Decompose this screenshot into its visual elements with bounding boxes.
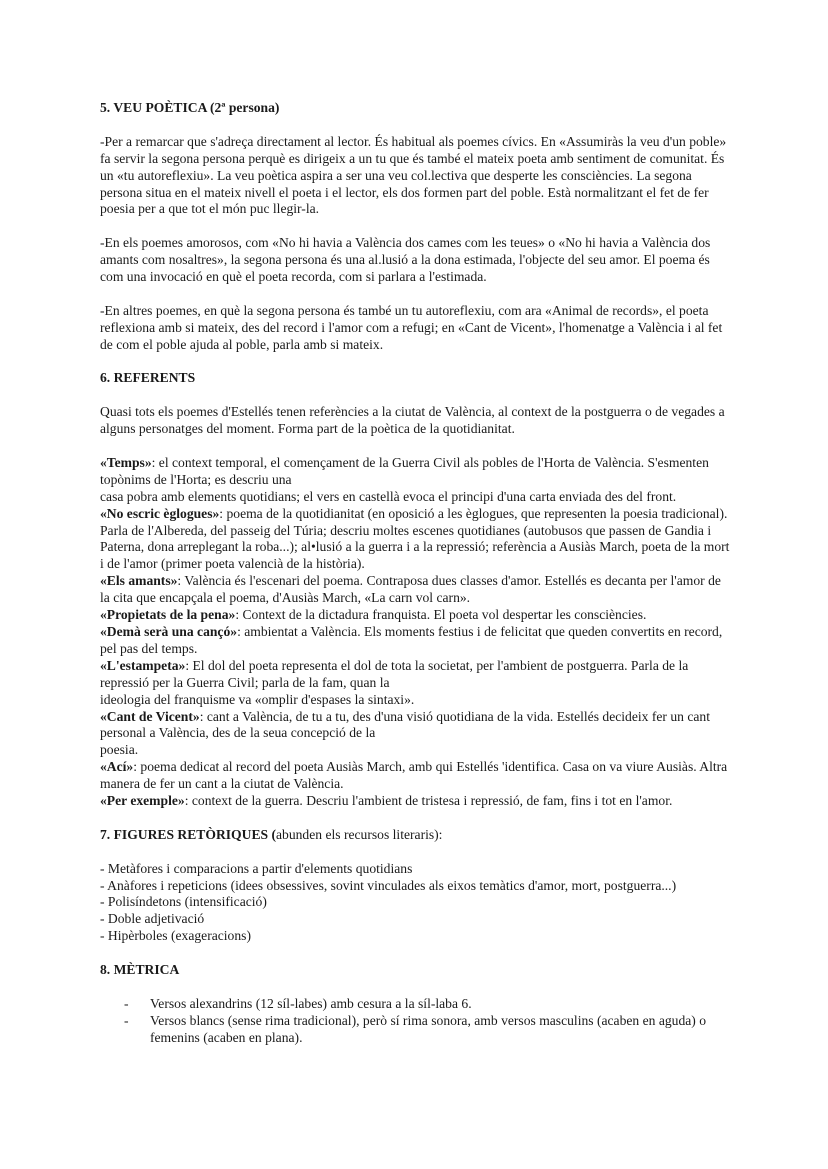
referent-text: : poema dedicat al record del poeta Ausiàs March, amb qui Estellés 'identifica. Casa on va viure Ausiàs. Altra manera de fer un cant a la ciutat de València. bbox=[100, 759, 728, 792]
figures-list bbox=[100, 861, 732, 946]
referent-title: «Demà serà una cançó» bbox=[100, 624, 238, 639]
referent-item bbox=[100, 607, 732, 624]
referent-title: «No escric èglogues» bbox=[100, 505, 220, 521]
section-7-heading-rest: abunden els recursos literaris): bbox=[276, 826, 443, 842]
referent-text: : cant a València, de tu a tu, des d'una visió quotidiana de la vida. Estellés decideix fer un cant personal a València, des de la seua concepció de la bbox=[100, 708, 710, 741]
referent-title: «Temps» bbox=[100, 454, 152, 470]
referent-item bbox=[100, 658, 732, 692]
metric-text: Versos alexandrins (12 síl-labes) amb cesura a la síl-laba 6. bbox=[150, 995, 472, 1011]
figure-item: - Metàfores i comparacions a partir d'elements quotidians bbox=[100, 860, 413, 876]
section-7-heading-bold: 7. FIGURES RETÒRIQUES ( bbox=[100, 826, 276, 842]
referent-item bbox=[100, 709, 732, 743]
dash-marker: - bbox=[124, 995, 129, 1011]
section-6-intro: Quasi tots els poemes d'Estellés tenen referències a la ciutat de València, al context de la postguerra o de vegades a alguns personatges del moment. Forma part de la poètica de la quotidianitat. bbox=[100, 404, 725, 437]
referent-item bbox=[100, 455, 732, 489]
referent-title: «Per exemple» bbox=[100, 793, 185, 809]
referent-item bbox=[100, 624, 732, 658]
section-5-paragraph-1: -Per a remarcar que s'adreça directament al lector. És habitual als poemes cívics. En «Assumiràs la veu d'un poble» fa servir la segona persona perquè es dirigeix a un tu que és també el mateix poeta amb sentiment de comunitat. És un «tu autoreflexiu». La veu poètica aspira a ser una veu col.lectiva que desperte les consciències. La segona persona situa en el mateix nivell el poeta i el lector, els dos formen part del poble. Està normalitzant el fet de fer poesia per a que tot el món puc llegir-la. bbox=[100, 133, 727, 217]
referent-item bbox=[100, 793, 732, 810]
metric-text: Versos blancs (sense rima tradicional), però sí rima sonora, amb versos masculins (acaben en aguda) o femenins (acaben en plana). bbox=[150, 1012, 707, 1045]
referent-title: «Cant de Vicent» bbox=[100, 708, 200, 724]
referent-item bbox=[100, 759, 732, 793]
referent-item bbox=[100, 506, 732, 574]
figure-item: - Doble adjetivació bbox=[100, 911, 205, 927]
section-5-paragraph-3: -En altres poemes, en què la segona persona és també un tu autoreflexiu, com ara «Animal de records», el poeta reflexiona amb si mateix, des del record i l'amor com a refugi; en «Cant de Vicent», l'homenatge a València i al fet de com el poble ajuda al poble, parla amb si mateix. bbox=[100, 302, 723, 352]
section-8-heading: 8. MÈTRICA bbox=[100, 962, 180, 978]
figure-item: - Polisíndetons (intensificació) bbox=[100, 894, 267, 910]
referents-list bbox=[100, 455, 732, 810]
metric-item bbox=[124, 1013, 732, 1047]
referent-continuation: ideologia del franquisme va «omplir d'espases la sintaxi». bbox=[100, 691, 415, 707]
section-6-heading: 6. REFERENTS bbox=[100, 370, 196, 386]
referent-title: «Propietats de la pena» bbox=[100, 607, 236, 623]
referent-continuation: casa pobra amb elements quotidians; el vers en castellà evoca el principi d'una carta enviada des del front. bbox=[100, 488, 677, 504]
figure-item: - Hipèrboles (exageracions) bbox=[100, 928, 251, 944]
referent-text: : Context de la dictadura franquista. El poeta vol despertar les consciències. bbox=[235, 607, 647, 623]
referent-text: : València és l'escenari del poema. Contraposa dues classes d'amor. Estellés es decanta per l'amor de la cita que encapçala el poema, d'Ausiàs March, «La carn vol carn». bbox=[100, 573, 721, 606]
referent-text: : poema de la quotidianitat (en oposició a les èglogues, que representen la poesia tradicional). Parla de l'Albereda, del passeig del Túria; descriu moltes escenes quotidianes (autobusos que passen de Gandia i Paterna, dona arreplegant la roba...); al•lusió a la guerra i a la repressió; referència a Ausiàs March, poeta de la mort i de l'amor (primer poeta valencià de la història). bbox=[100, 505, 730, 572]
section-7-heading bbox=[100, 827, 732, 844]
metric-item bbox=[124, 996, 732, 1013]
section-5-paragraph-2: -En els poemes amorosos, com «No hi havia a València dos cames com les teues» o «No hi havia a València dos amants com nosaltres», la segona persona és una al.lusió a la dona estimada, l'objecte del seu amor. El poema és com una invocació en què el poeta recorda, com si parlara a l'estimada. bbox=[100, 235, 711, 285]
referent-text: : el context temporal, el començament de la Guerra Civil als pobles de l'Horta de València. S'esmenten topònims de l'Horta; es descriu una bbox=[100, 454, 709, 487]
section-5-heading: 5. VEU POÈTICA (2ª persona) bbox=[100, 100, 280, 115]
metrics-list bbox=[100, 996, 732, 1047]
referent-item bbox=[100, 573, 732, 607]
referent-text: : ambientat a València. Els moments festius i de felicitat que queden convertits en record, pel pas del temps. bbox=[100, 624, 723, 656]
referent-continuation: poesia. bbox=[100, 742, 139, 758]
referent-title: «Els amants» bbox=[100, 573, 178, 589]
referent-text: : context de la guerra. Descriu l'ambient de tristesa i repressió, de fam, fins i tot en l'amor. bbox=[184, 793, 673, 809]
referent-text: : El dol del poeta representa el dol de tota la societat, per l'ambient de postguerra. Parla de la repressió per la Guerra Civil; parla de la fam, quan la bbox=[100, 657, 689, 690]
referent-title: «L'estampeta» bbox=[100, 657, 186, 673]
dash-marker: - bbox=[124, 1012, 129, 1028]
figure-item: - Anàfores i repeticions (idees obsessives, sovint vinculades als eixos temàtics d'amor, mort, postguerra...) bbox=[100, 877, 677, 893]
referent-title: «Ací» bbox=[100, 759, 134, 775]
